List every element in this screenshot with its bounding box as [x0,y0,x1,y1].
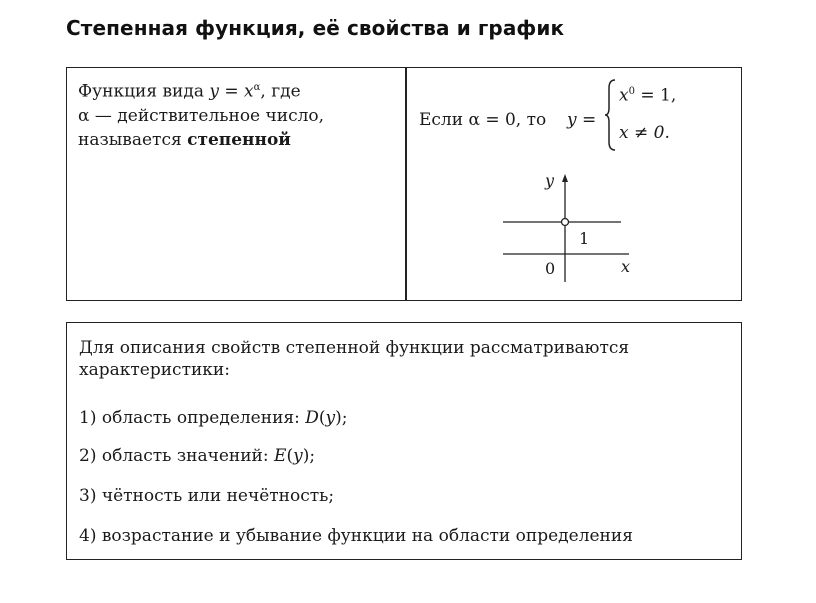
property-2-var: y [293,446,303,466]
graph-x-label: x [621,257,631,276]
property-2-prefix: 2) область значений: [79,446,275,466]
formula-x: x [244,81,254,102]
case1-x: x [619,85,629,106]
property-1-open: ( [318,408,326,428]
definition-line-1 [78,76,398,104]
formula-alpha-exponent: α [253,82,261,93]
definition-text [78,76,398,152]
page-title: Степенная функция, её свойства и график [66,16,565,40]
zero-case-line-2: x ≠ 0. [619,123,670,143]
properties-panel [66,322,742,560]
property-item-2 [79,445,315,467]
property-2-close: ); [302,446,316,466]
definition-suffix: , где [260,81,301,102]
definition-line-2: α — действительное число, [78,105,325,126]
property-item-3: 3) чётность или нечётность; [79,486,335,506]
graph-y-label: y [545,172,555,190]
property-2-open: ( [286,446,294,466]
y-axis-arrow-icon [562,174,568,182]
graph-one-label: 1 [579,229,590,248]
property-1-var: y [325,408,336,428]
left-brace-icon [603,78,617,152]
definition-term: степенной [187,129,291,150]
definition-panel [66,67,742,301]
zero-case-line-1 [619,80,676,108]
property-2-formula: E [274,446,287,466]
properties-intro-line-2: характеристики: [79,360,230,380]
formula-y: y [209,81,219,102]
zero-case-area [407,68,741,298]
property-item-1 [79,407,348,429]
case1-exponent: 0 [628,86,635,97]
property-1-prefix: 1) область определения: [79,408,306,428]
excluded-point-icon [562,219,569,226]
property-item-4: 4) возрастание и убывание функции на области определения [79,526,633,546]
constant-function-graph [497,172,647,290]
formula-eq: = [218,81,245,102]
zero-case-condition: Если α = 0, то [419,110,547,130]
definition-prefix: Функция вида [78,81,210,102]
property-1-close: ); [335,408,348,428]
definition-line-3-prefix: называется [78,129,188,150]
graph-origin-label: 0 [545,259,556,278]
case1-rest: = 1, [634,85,677,106]
properties-intro-line-1: Для описания свойств степенной функции рассматриваются [79,338,630,358]
definition-line-3 [78,128,398,152]
property-1-formula: D [305,408,319,428]
zero-case-y: y = [567,110,597,130]
